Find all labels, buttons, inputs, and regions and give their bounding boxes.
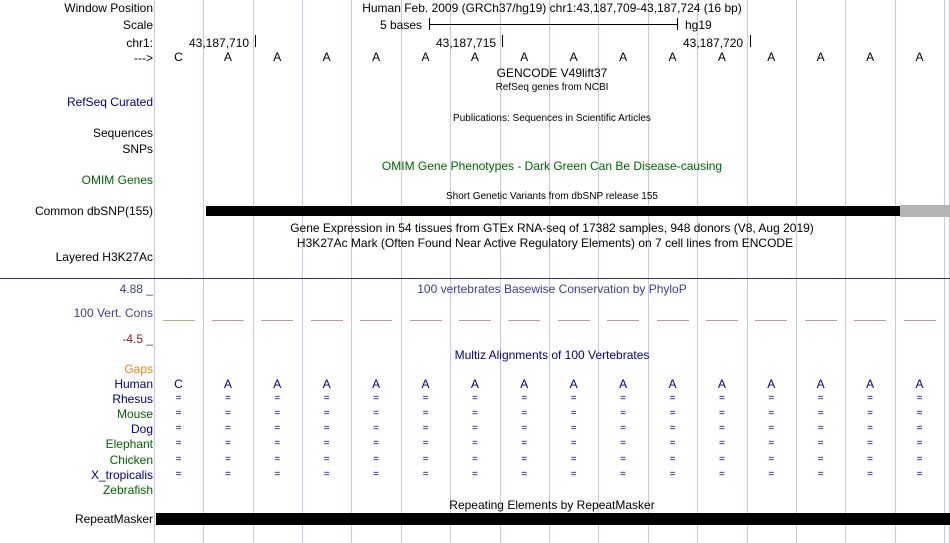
alignment-match: = [323, 438, 330, 450]
alignment-match: = [175, 468, 182, 480]
alignment-match: = [422, 408, 429, 420]
alignment-match: = [323, 393, 330, 405]
alignment-match: = [817, 453, 824, 465]
alignment-match: = [175, 453, 182, 465]
conservation-max-value: 4.88 _ [119, 282, 153, 296]
conservation-min-value: -4.5 _ [122, 332, 153, 346]
dbsnp-track-title[interactable]: Short Genetic Variants from dbSNP release 155 [446, 191, 658, 202]
ruler-base: A [717, 50, 726, 64]
position-2: 43,187,715 [436, 36, 497, 50]
human-base: A [273, 377, 282, 391]
conservation-track-title[interactable]: 100 vertebrates Basewise Conservation by PhyloP [417, 282, 687, 296]
alignment-match: = [867, 438, 874, 450]
alignment-match: = [521, 393, 528, 405]
multiz-track-title[interactable]: Multiz Alignments of 100 Vertebrates [454, 348, 650, 362]
ruler-base: A [223, 50, 232, 64]
position-3: 43,187,720 [683, 36, 744, 50]
alignment-match: = [718, 393, 725, 405]
alignment-match: = [669, 438, 676, 450]
alignment-match: = [373, 438, 380, 450]
h3k27ac-track-title[interactable]: H3K27Ac Mark (Often Found Near Active Regulatory Elements) on 7 cell lines from ENCODE [296, 236, 794, 250]
human-base: A [372, 377, 381, 391]
track-label-h3k27ac[interactable]: Layered H3K27Ac [55, 250, 153, 264]
alignment-match: = [867, 453, 874, 465]
alignment-match: = [224, 408, 231, 420]
alignment-match: = [274, 408, 281, 420]
alignment-match: = [768, 453, 775, 465]
track-label-gaps[interactable]: Gaps [124, 362, 153, 376]
conservation-mark [212, 320, 244, 321]
species-label-rhesus[interactable]: Rhesus [112, 392, 153, 407]
alignment-match: = [620, 423, 627, 435]
alignment-match: = [521, 468, 528, 480]
human-base: A [816, 377, 825, 391]
conservation-mark [558, 320, 590, 321]
species-label-x_tropicalis[interactable]: X_tropicalis [90, 467, 153, 482]
alignment-match: = [471, 393, 478, 405]
alignment-match: = [570, 468, 577, 480]
conservation-mark [311, 320, 343, 321]
ruler-base: A [322, 50, 331, 64]
alignment-match: = [224, 423, 231, 435]
ruler-base: A [470, 50, 479, 64]
alignment-match: = [768, 423, 775, 435]
track-label-repeatmasker[interactable]: RepeatMasker [74, 512, 153, 526]
alignment-match: = [718, 423, 725, 435]
label-chrom: chr1: [126, 36, 153, 50]
ruler-base: A [668, 50, 677, 64]
repeatmasker-feature-bar[interactable] [156, 513, 950, 525]
alignment-match: = [521, 408, 528, 420]
ruler-base: A [866, 50, 875, 64]
alignment-match: = [323, 453, 330, 465]
alignment-match: = [224, 438, 231, 450]
alignment-match: = [274, 468, 281, 480]
omim-track-title[interactable]: OMIM Gene Phenotypes - Dark Green Can Be Disease-causing [381, 159, 723, 173]
alignment-match: = [916, 423, 923, 435]
alignment-match: = [867, 468, 874, 480]
alignment-match: = [817, 438, 824, 450]
human-base: A [223, 377, 232, 391]
refseq-track-subtitle: RefSeq genes from NCBI [495, 82, 609, 93]
track-separator [0, 278, 950, 279]
alignment-match: = [521, 438, 528, 450]
alignment-match: = [521, 423, 528, 435]
alignment-match: = [620, 438, 627, 450]
conservation-mark [805, 320, 837, 321]
alignment-match: = [422, 393, 429, 405]
track-label-snps[interactable]: SNPs [122, 142, 153, 156]
alignment-match: = [669, 453, 676, 465]
alignment-match: = [669, 393, 676, 405]
alignment-match: = [274, 423, 281, 435]
alignment-match: = [768, 438, 775, 450]
species-label-zebrafish[interactable]: Zebrafish [102, 482, 153, 497]
alignment-match: = [570, 393, 577, 405]
position-2-tick [502, 35, 503, 47]
alignment-match: = [323, 468, 330, 480]
alignment-match: = [224, 453, 231, 465]
conservation-mark [657, 320, 689, 321]
alignment-match: = [718, 438, 725, 450]
assembly-label: hg19 [685, 18, 712, 32]
conservation-mark [163, 320, 195, 321]
conservation-mark [904, 320, 936, 321]
alignment-match: = [570, 453, 577, 465]
alignment-match: = [570, 438, 577, 450]
alignment-match: = [422, 453, 429, 465]
human-base: A [915, 377, 924, 391]
alignment-match: = [175, 393, 182, 405]
ruler-base: C [174, 50, 183, 64]
alignment-match: = [718, 408, 725, 420]
human-base: C [174, 377, 183, 391]
species-label-chicken[interactable]: Chicken [109, 452, 153, 467]
dbsnp-feature-gray[interactable] [900, 205, 950, 217]
conservation-mark [360, 320, 392, 321]
ruler-base: A [273, 50, 282, 64]
ruler-base: A [915, 50, 924, 64]
position-1-tick [255, 35, 256, 47]
gtex-track-title[interactable]: Gene Expression in 54 tissues from GTEx RNA-seq of 17382 samples, 948 donors (V8, Aug 2019) [290, 221, 814, 235]
conservation-mark [755, 320, 787, 321]
alignment-match: = [224, 393, 231, 405]
alignment-match: = [373, 408, 380, 420]
alignment-match: = [867, 408, 874, 420]
track-label-omim[interactable]: OMIM Genes [81, 173, 153, 187]
alignment-match: = [916, 453, 923, 465]
label-window-position: Window Position [64, 1, 153, 15]
human-base: A [470, 377, 479, 391]
alignment-match: = [669, 468, 676, 480]
conservation-mark [607, 320, 639, 321]
alignment-match: = [373, 468, 380, 480]
position-3-tick [750, 35, 751, 47]
human-base: A [866, 377, 875, 391]
alignment-match: = [669, 408, 676, 420]
species-label-mouse[interactable]: Mouse [116, 407, 153, 422]
track-label-conservation[interactable]: 100 Vert. Cons [73, 306, 153, 320]
alignment-match: = [620, 408, 627, 420]
alignment-match: = [175, 423, 182, 435]
ruler-base: A [767, 50, 776, 64]
alignment-match: = [471, 408, 478, 420]
alignment-match: = [620, 468, 627, 480]
alignment-match: = [521, 453, 528, 465]
alignment-match: = [768, 468, 775, 480]
alignment-match: = [422, 438, 429, 450]
alignment-match: = [817, 423, 824, 435]
species-label-elephant[interactable]: Elephant [105, 437, 153, 452]
label-scale: Scale [122, 18, 153, 32]
human-base: A [322, 377, 331, 391]
alignment-match: = [718, 468, 725, 480]
ruler-base: A [421, 50, 430, 64]
window-position-text: Human Feb. 2009 (GRCh37/hg19) chr1:43,187,709-43,187,724 (16 bp) [362, 1, 742, 15]
alignment-match: = [817, 393, 824, 405]
ruler-base: A [619, 50, 628, 64]
conservation-mark [410, 320, 442, 321]
alignment-match: = [620, 453, 627, 465]
alignment-match: = [570, 408, 577, 420]
track-label-sequences[interactable]: Sequences [92, 126, 153, 140]
conservation-mark [854, 320, 886, 321]
human-base: A [619, 377, 628, 391]
alignment-match: = [817, 408, 824, 420]
human-base: A [668, 377, 677, 391]
conservation-mark [508, 320, 540, 321]
gencode-track-title[interactable]: GENCODE V49lift37 [496, 66, 608, 80]
ruler-base: A [569, 50, 578, 64]
species-label-dog[interactable]: Dog [130, 422, 153, 437]
alignment-match: = [422, 423, 429, 435]
scale-text: 5 bases [380, 18, 423, 32]
human-base: A [569, 377, 578, 391]
repeatmasker-track-title[interactable]: Repeating Elements by RepeatMasker [449, 498, 655, 512]
alignment-match: = [373, 393, 380, 405]
alignment-match: = [224, 468, 231, 480]
alignment-match: = [274, 393, 281, 405]
alignment-match: = [768, 408, 775, 420]
alignment-match: = [916, 468, 923, 480]
alignment-match: = [620, 393, 627, 405]
alignment-match: = [175, 438, 182, 450]
position-1: 43,187,710 [189, 36, 250, 50]
alignment-match: = [373, 453, 380, 465]
alignment-match: = [471, 423, 478, 435]
alignment-match: = [867, 423, 874, 435]
alignment-match: = [817, 468, 824, 480]
ruler-base: A [816, 50, 825, 64]
conservation-mark [706, 320, 738, 321]
alignment-match: = [471, 438, 478, 450]
human-base: A [717, 377, 726, 391]
dbsnp-feature-bar[interactable] [206, 206, 900, 216]
label-strand: ---> [134, 51, 153, 65]
alignment-match: = [768, 393, 775, 405]
alignment-match: = [422, 468, 429, 480]
alignment-match: = [916, 393, 923, 405]
human-base: A [421, 377, 430, 391]
alignment-match: = [274, 453, 281, 465]
species-label-human[interactable]: Human [114, 377, 153, 391]
alignment-match: = [323, 423, 330, 435]
alignment-match: = [471, 468, 478, 480]
ruler-base: A [520, 50, 529, 64]
track-label-refseq[interactable]: RefSeq Curated [66, 95, 153, 109]
alignment-match: = [916, 408, 923, 420]
track-label-dbsnp[interactable]: Common dbSNP(155) [34, 204, 153, 218]
alignment-match: = [471, 453, 478, 465]
conservation-mark [459, 320, 491, 321]
alignment-match: = [916, 438, 923, 450]
conservation-mark [261, 320, 293, 321]
alignment-match: = [718, 453, 725, 465]
alignment-match: = [867, 393, 874, 405]
alignment-match: = [274, 438, 281, 450]
alignment-match: = [323, 408, 330, 420]
alignment-match: = [373, 423, 380, 435]
human-base: A [520, 377, 529, 391]
ruler-base: A [372, 50, 381, 64]
publications-track-title[interactable]: Publications: Sequences in Scientific Articles [453, 113, 651, 124]
alignment-match: = [669, 423, 676, 435]
alignment-match: = [175, 408, 182, 420]
alignment-match: = [570, 423, 577, 435]
human-base: A [767, 377, 776, 391]
